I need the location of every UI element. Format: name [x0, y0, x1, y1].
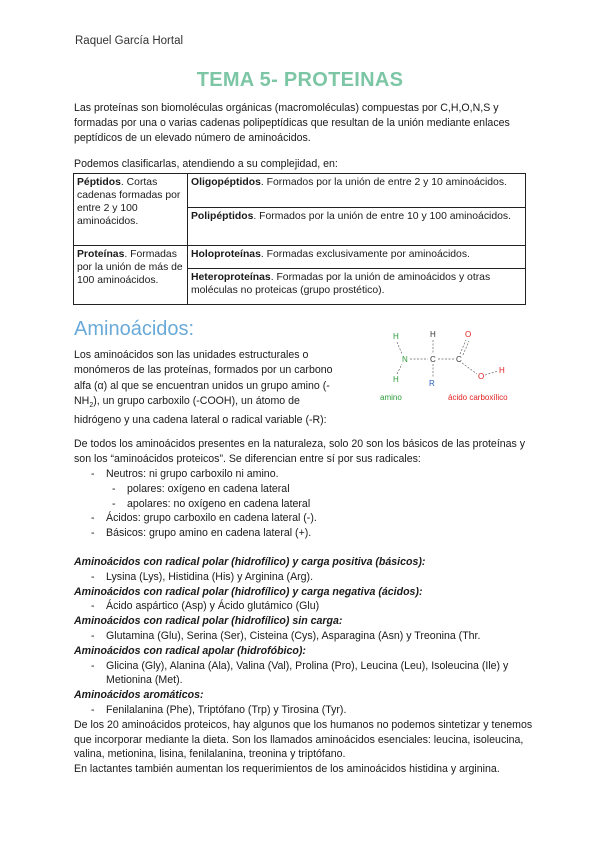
- bond-h-n-bottom: [397, 364, 402, 374]
- diagram-r: R: [429, 379, 435, 388]
- oligopeptidos-term: Oligopéptidos: [191, 177, 261, 188]
- intro-paragraph: Las proteínas son biomoléculas orgánicas (macromoléculas) compuestas por C,H,O,N,S y formadas por una o varias cadenas polipeptídicas que resultan de la unión mediante enlaces peptídicos de un elevado número de aminoácidos.: [74, 102, 510, 145]
- peptidos-desc: . Cortas cadenas formadas por entre 2 y 100 aminoácidos.: [77, 177, 181, 227]
- oligopeptidos-cell: [188, 174, 526, 208]
- table-row: [74, 246, 526, 269]
- holoproteinas-desc: . Formadas exclusivamente por aminoácidos.: [260, 249, 470, 260]
- heteroproteinas-cell: [188, 269, 526, 305]
- diagram-label-amino: amino: [380, 393, 402, 402]
- aminoacidos-definition: [74, 348, 346, 429]
- bond-o-h: [485, 371, 498, 375]
- list-item: - apolares: no oxígeno en cadena lateral: [74, 497, 534, 512]
- list-item: - Fenilalanina (Phe), Triptófano (Trp) y Tirosina (Tyr).: [74, 703, 534, 718]
- diagram-o-double: O: [465, 330, 472, 339]
- group-heading: Aminoácidos con radical polar (hidrofílico) y carga negativa (ácidos):: [74, 585, 423, 598]
- list-item: - Ácido aspártico (Asp) y Ácido glutámico (Glu): [74, 599, 534, 614]
- list-item: - Lysina (Lys), Histidina (His) y Arginina (Arg).: [74, 570, 534, 585]
- page-title: TEMA 5- PROTEINAS: [196, 69, 404, 91]
- diagram-h-top: H: [430, 330, 436, 339]
- diagram-c-alpha: C: [430, 355, 436, 364]
- diagram-label-acid: ácido carboxílico: [448, 393, 508, 402]
- proteinas-desc: . Formadas por la unión de más de 100 aminoácidos.: [77, 249, 183, 286]
- peptidos-cell: [74, 174, 188, 246]
- group-heading: Aminoácidos aromáticos:: [74, 689, 204, 702]
- amino-subscript: 2: [89, 402, 94, 409]
- basics-paragraph: De todos los aminoácidos presentes en la naturaleza, solo 20 son los básicos de las proteínas y son los “aminoácidos proteicos”. Se diferencian entre sí por sus radicales:: [74, 438, 526, 466]
- bond-c-o-double-1: [460, 340, 466, 354]
- aminoacidos-text-a: Los aminoácidos son las unidades estructurales o monómeros de las proteínas, formados por un carbono alfa (α) al que se encuentran unidos un grupo amino (-NH: [74, 349, 333, 407]
- list-item: - Ácidos: grupo carboxilo en cadena lateral (-).: [74, 511, 534, 526]
- table-row: [74, 174, 526, 208]
- list-item: - Neutros: ni grupo carboxilo ni amino.: [74, 467, 534, 482]
- polipeptidos-cell: [188, 208, 526, 246]
- holoproteinas-cell: [188, 246, 526, 269]
- diagram-n: N: [402, 355, 408, 364]
- essential-paragraph: De los 20 aminoácidos proteicos, hay algunos que los humanos no podemos sintetizar y tenemos que incorporar mediante la dieta. Son los llamados aminoácidos esenciales: leucina, isoleucina, valina, metionina, lisina, fenilalanina, treonina y triptófano.: [74, 718, 533, 761]
- amino-acid-structure-diagram: [372, 324, 532, 406]
- polipeptidos-desc: . Formados por la unión de entre 10 y 100 aminoácidos.: [253, 211, 511, 223]
- amino-groups-list: [74, 555, 534, 777]
- bond-c-o-single: [462, 363, 477, 374]
- classify-intro: Podemos clasificarlas, atendiendo a su complejidad, en:: [74, 158, 338, 170]
- list-item: - Glicina (Gly), Alanina (Ala), Valina (Val), Prolina (Pro), Leucina (Leu), Isoleucina (Ile) y Metionina (Met).: [74, 659, 534, 689]
- diagram-h-acid: H: [499, 366, 505, 375]
- polipeptidos-term: Polipéptidos: [191, 211, 254, 223]
- lactantes-paragraph: En lactantes también aumentan los requerimientos de los aminoácidos histidina y arginina.: [74, 763, 500, 776]
- classification-table: [73, 173, 526, 305]
- diagram-h-bottom-left: H: [393, 375, 399, 384]
- peptidos-term: Péptidos: [77, 177, 121, 188]
- heteroproteinas-desc: . Formadas por la unión de aminoácidos y otras moléculas no proteicas (grupo prostético).: [191, 272, 491, 296]
- list-item: - Básicos: grupo amino en cadena lateral (+).: [74, 526, 534, 541]
- holoproteinas-term: Holoproteínas: [191, 249, 261, 260]
- oligopeptidos-desc: . Formados por la unión de entre 2 y 10 aminoácidos.: [260, 177, 507, 188]
- list-item: - polares: oxígeno en cadena lateral: [74, 482, 534, 497]
- heteroproteinas-term: Heteroproteínas: [191, 272, 271, 283]
- aminoacidos-heading: Aminoácidos:: [74, 318, 195, 340]
- list-item: - Glutamina (Glu), Serina (Ser), Cisteina (Cys), Asparagina (Asn) y Treonina (Thr.: [74, 629, 534, 644]
- group-heading: Aminoácidos con radical polar (hidrofílico) sin carga:: [74, 615, 343, 628]
- bond-c-o-double-2: [463, 341, 469, 355]
- diagram-o-single: O: [478, 372, 485, 381]
- author-name: Raquel García Hortal: [75, 35, 184, 47]
- proteinas-term: Proteínas: [77, 249, 125, 260]
- radicals-list: [74, 467, 534, 541]
- diagram-c-carboxyl: C: [456, 355, 462, 364]
- aminoacidos-text-b: ), un grupo carboxilo (-COOH), un átomo de hidrógeno y una cadena lateral o radical variable (-R):: [74, 394, 327, 427]
- proteinas-cell: [74, 246, 188, 305]
- group-heading: Aminoácidos con radical polar (hidrofílico) y carga positiva (básicos):: [74, 556, 426, 568]
- diagram-h-top-left: H: [393, 332, 399, 341]
- bond-h-n-top: [397, 342, 402, 354]
- group-heading: Aminoácidos con radical apolar (hidrofóbico):: [74, 644, 306, 657]
